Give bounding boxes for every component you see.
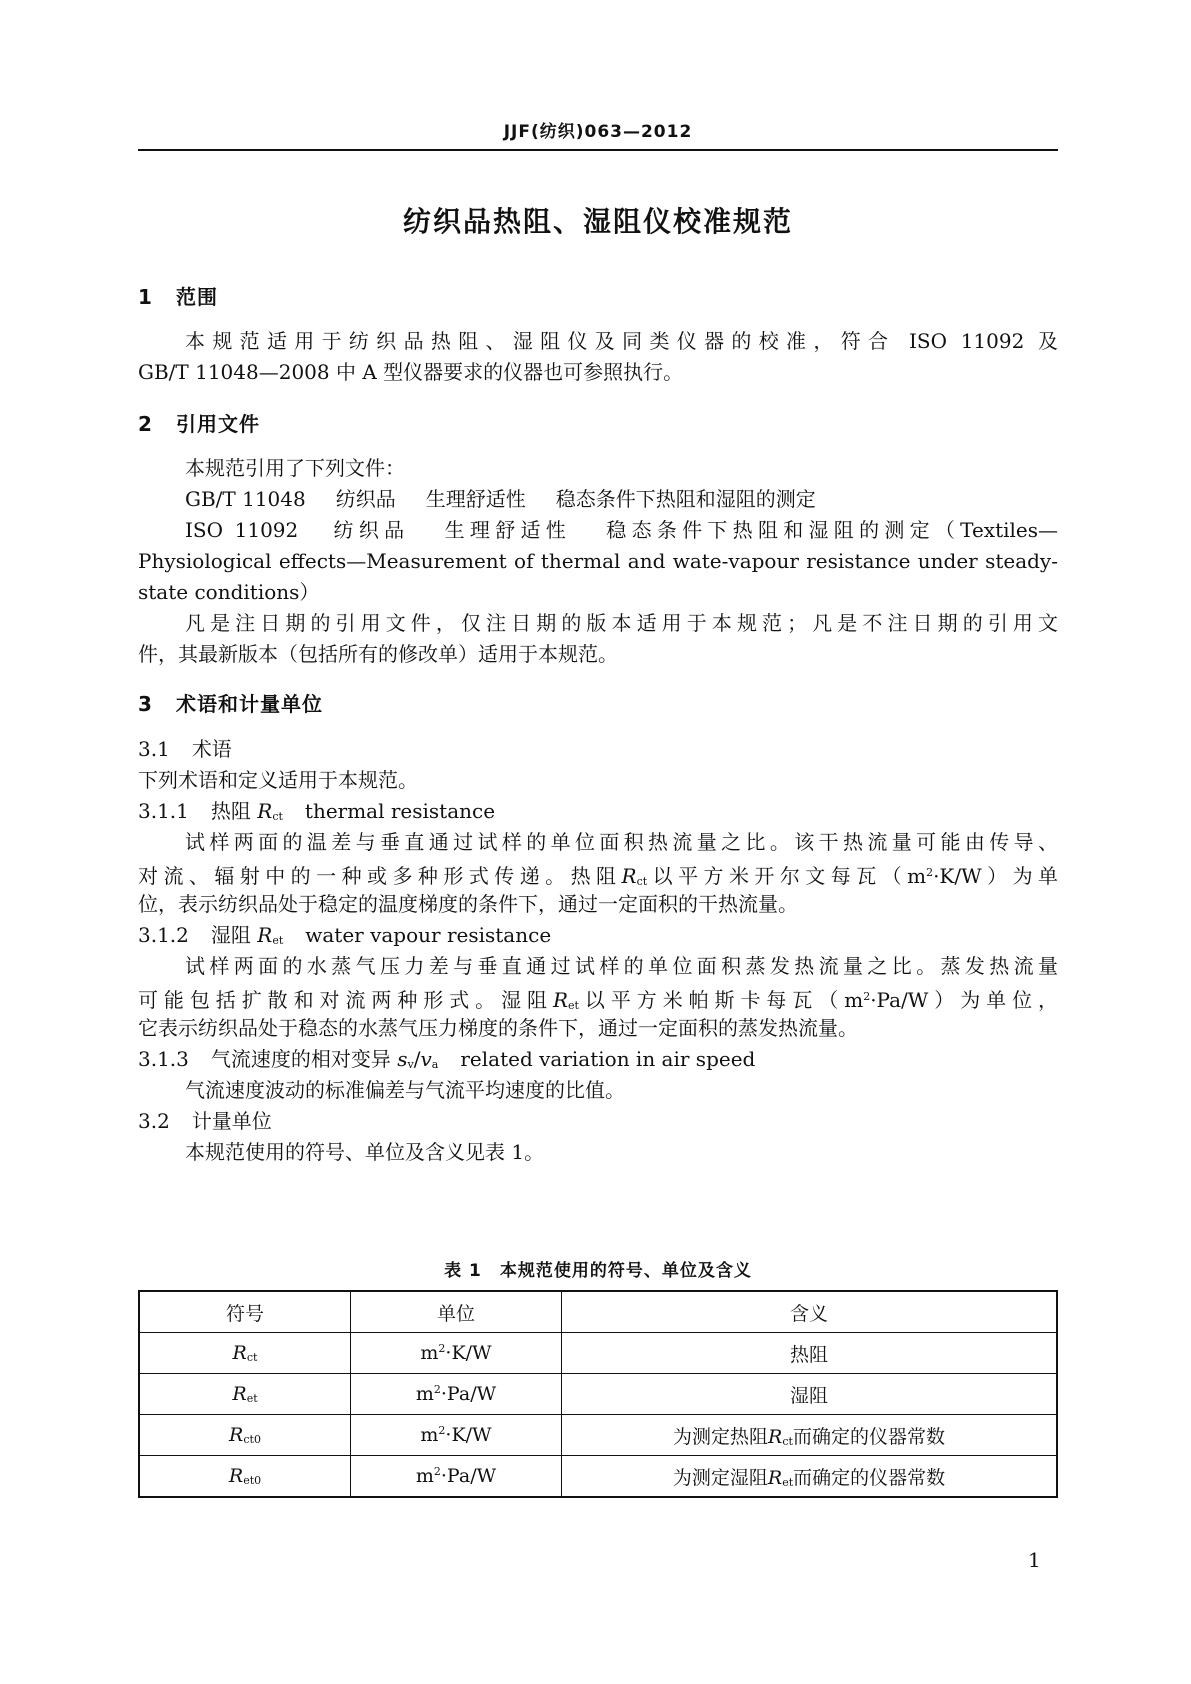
unit-base: m: [420, 1342, 439, 1364]
subsection-title: 术语: [191, 737, 232, 761]
symbol-subscript: ct0: [243, 1433, 261, 1446]
cell-unit: [351, 1415, 562, 1456]
reference-iso-11092: [185, 516, 1058, 544]
term-number: 3.1.1: [138, 799, 189, 823]
symbol-letter: R: [232, 1383, 247, 1405]
inline-symbol-subscript: et: [568, 999, 579, 1012]
section-3-heading: [138, 688, 323, 717]
subsection-title: 计量单位: [191, 1109, 272, 1133]
term-chinese: 热阻: [210, 799, 251, 823]
table-row: [139, 1415, 1057, 1456]
cell-symbol: [139, 1456, 351, 1498]
symbol-letter: R: [228, 1465, 244, 1487]
header-symbol: 符号: [139, 1291, 351, 1333]
dated-references-note-line-1: 凡是注日期的引用文件，仅注日期的版本适用于本规范；凡是不注日期的引用文: [185, 611, 1058, 635]
terms-intro: 下列术语和定义适用于本规范。: [138, 768, 418, 792]
table-header-row: [139, 1291, 1057, 1333]
reference-part: 纺织品: [335, 487, 396, 511]
inline-symbol: R: [552, 988, 569, 1012]
term-symbol-subscript: ct: [272, 810, 283, 823]
meaning-text: 而确定的仪器常数: [793, 1466, 946, 1489]
cell-unit: [351, 1333, 562, 1374]
slash: /: [413, 1047, 421, 1071]
meaning-symbol-subscript: ct: [782, 1434, 793, 1448]
meaning-text: 为测定湿阻: [672, 1466, 768, 1489]
cell-meaning: [562, 1415, 1058, 1456]
cell-meaning: 湿阻: [562, 1374, 1058, 1415]
term-chinese: 气流速度的相对变异: [210, 1047, 391, 1071]
term-english: related variation in air speed: [460, 1047, 756, 1071]
unit-rest: ·K/W: [445, 1342, 492, 1364]
scope-paragraph-line-1: 本规范适用于纺织品热阻、湿阻仪及同类仪器的校准，符合 ISO 11092 及: [185, 329, 1058, 353]
units-intro: 本规范使用的符号、单位及含义见表 1。: [185, 1140, 545, 1164]
unit-superscript: 2: [438, 1424, 446, 1437]
cell-symbol: [139, 1333, 351, 1374]
term-3-1-2-definition-line-3: 它表示纺织品处于稳态的水蒸气压力梯度的条件下，通过一定面积的蒸发热流量。: [138, 1016, 858, 1040]
term-3-1-2-definition-line-1: 试样两面的水蒸气压力差与垂直通过试样的单位面积蒸发热流量之比。蒸发热流量: [185, 954, 1058, 978]
term-symbol-subscript: et: [272, 934, 284, 947]
symbol-letter: R: [229, 1424, 244, 1446]
scope-paragraph-line-2: GB/T 11048—2008 中 A 型仪器要求的仪器也可参照执行。: [138, 360, 684, 384]
text-run: 以平方米帕斯卡每瓦（m: [578, 988, 864, 1012]
reference-part: 纺织品: [328, 518, 410, 542]
references-intro: 本规范引用了下列文件：: [185, 456, 405, 480]
term-3-1-1-definition-line-1: 试样两面的温差与垂直通过试样的单位面积热流量之比。该干热流量可能由传导、: [185, 830, 1058, 854]
symbol-subscript: et: [246, 1392, 258, 1405]
document-code-header: JJF(纺织)063—2012: [503, 122, 693, 142]
document-title: 纺织品热阻、湿阻仪校准规范: [402, 205, 793, 238]
section-title: 引用文件: [176, 412, 260, 436]
subsection-3-1-heading: [138, 735, 1058, 763]
text-run: 可能包括扩散和对流两种形式。湿阻: [138, 988, 553, 1012]
text-run: ·Pa/W）为单位，: [870, 988, 1059, 1012]
section-number: 2: [138, 412, 153, 436]
unit-base: m: [415, 1383, 434, 1405]
header-rule: [138, 149, 1058, 151]
table-row: [139, 1333, 1057, 1374]
cell-symbol: [139, 1415, 351, 1456]
term-symbol-subscript: a: [431, 1058, 439, 1071]
cell-meaning: 热阻: [562, 1333, 1058, 1374]
symbol-letter: R: [232, 1342, 247, 1364]
symbols-units-table: [138, 1290, 1058, 1498]
section-title: 术语和计量单位: [176, 692, 323, 716]
term-3-1-3-heading: [138, 1045, 1058, 1079]
subsection-number: 3.2: [138, 1109, 170, 1133]
unit-base: m: [415, 1465, 434, 1487]
table-row: [139, 1456, 1057, 1498]
reference-iso-11092-line-3: state conditions）: [138, 580, 320, 604]
header-unit: 单位: [351, 1291, 562, 1333]
unit-superscript: 2: [926, 866, 934, 879]
meaning-text: 为测定热阻: [673, 1425, 769, 1448]
cell-meaning: [562, 1456, 1058, 1498]
term-symbol: R: [257, 923, 273, 947]
unit-rest: ·Pa/W: [440, 1383, 497, 1405]
subsection-number: 3.1: [138, 737, 170, 761]
subsection-3-2-heading: [138, 1107, 1058, 1135]
reference-code: ISO 11092: [185, 518, 299, 542]
unit-superscript: 2: [433, 1383, 441, 1396]
text-run: 对流、辐射中的一种或多种形式传递。热阻: [138, 864, 622, 888]
section-1-heading: [138, 281, 218, 310]
cell-unit: [351, 1374, 562, 1415]
inline-symbol: R: [621, 864, 637, 888]
term-english: thermal resistance: [304, 799, 496, 823]
section-number: 3: [138, 692, 153, 716]
meaning-text: 而确定的仪器常数: [792, 1425, 945, 1448]
term-number: 3.1.2: [138, 923, 189, 947]
page-number: 1: [1028, 1548, 1041, 1572]
dated-references-note-line-2: 件，其最新版本（包括所有的修改单）适用于本规范。: [138, 642, 618, 666]
reference-part: 生理舒适性: [439, 518, 572, 542]
reference-part: 生理舒适性: [425, 487, 526, 511]
unit-superscript: 2: [438, 1342, 446, 1355]
term-3-1-2-heading: [138, 921, 1058, 955]
table-row: [139, 1374, 1057, 1415]
meaning-symbol: R: [767, 1466, 783, 1489]
reference-part: 稳态条件下热阻和湿阻的测定（Textiles—: [601, 518, 1059, 542]
term-symbol: R: [257, 799, 273, 823]
cell-unit: [351, 1456, 562, 1498]
text-run: 以平方米开尔文每瓦（m: [647, 864, 927, 888]
symbol-subscript: et0: [243, 1474, 262, 1487]
term-english: water vapour resistance: [305, 923, 552, 947]
inline-symbol-subscript: ct: [636, 875, 648, 888]
term-symbol-subscript: v: [407, 1058, 414, 1071]
term-symbol-s: s: [397, 1047, 408, 1071]
meaning-symbol-subscript: et: [782, 1475, 794, 1489]
text-run: ·K/W）为单: [933, 864, 1059, 888]
section-2-heading: [138, 408, 260, 437]
reference-code: GB/T 11048: [185, 487, 306, 511]
unit-rest: ·Pa/W: [440, 1465, 497, 1487]
unit-rest: ·K/W: [445, 1424, 492, 1446]
header-meaning: 含义: [562, 1291, 1058, 1333]
term-3-1-1-definition-line-3: 位，表示纺织品处于稳定的温度梯度的条件下，通过一定面积的干热流量。: [138, 892, 798, 916]
term-3-1-1-heading: [138, 797, 1058, 831]
reference-iso-11092-line-2: Physiological effects—Measurement of thermal and wate-vapour resistance under steady-: [138, 549, 1058, 573]
term-number: 3.1.3: [138, 1047, 189, 1071]
term-symbol-v: v: [420, 1047, 432, 1071]
section-title: 范围: [176, 285, 218, 309]
unit-base: m: [420, 1424, 439, 1446]
unit-superscript: 2: [433, 1465, 441, 1478]
term-3-1-3-definition: 气流速度波动的标准偏差与气流平均速度的比值。: [185, 1078, 625, 1102]
symbol-subscript: ct: [246, 1351, 258, 1364]
reference-gbt-11048: [185, 485, 1058, 513]
meaning-symbol: R: [768, 1425, 783, 1448]
table-1-caption: 表 1 本规范使用的符号、单位及含义: [444, 1261, 752, 1281]
unit-superscript: 2: [863, 990, 871, 1003]
section-number: 1: [138, 285, 153, 309]
term-chinese: 湿阻: [210, 923, 251, 947]
cell-symbol: [139, 1374, 351, 1415]
reference-part: 稳态条件下热阻和湿阻的测定: [555, 487, 816, 511]
